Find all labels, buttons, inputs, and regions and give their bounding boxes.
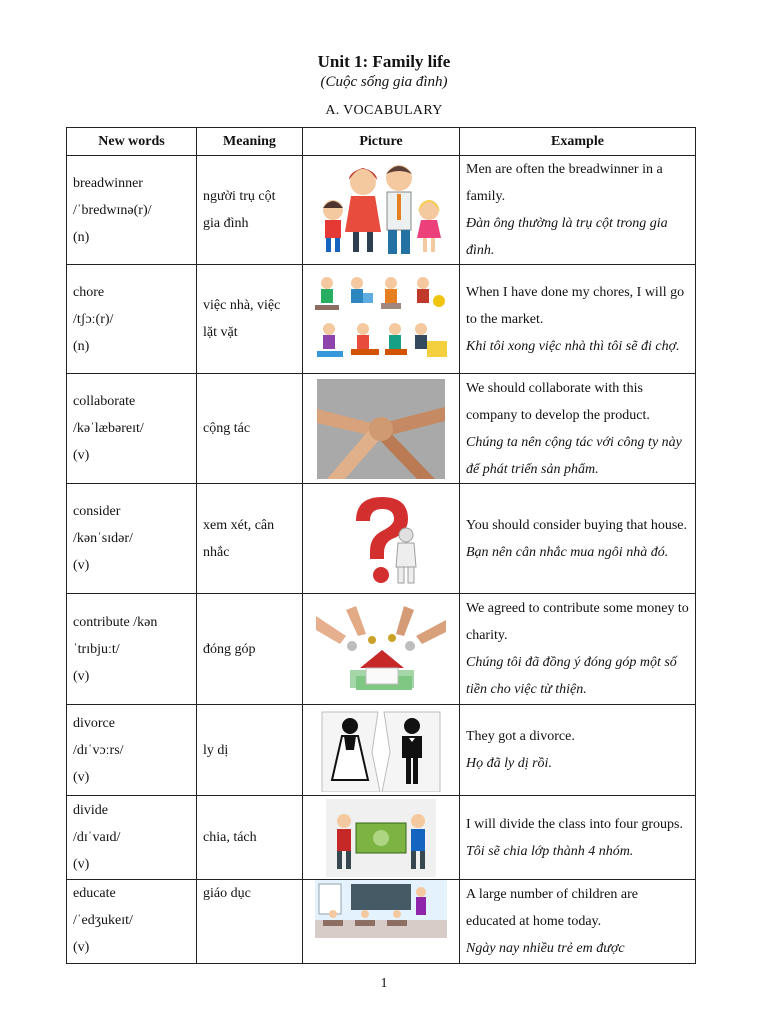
word-ipa: /dɪˈvaɪd/ xyxy=(73,830,121,845)
meaning-cell: người trụ cột gia đình xyxy=(197,156,303,265)
word-pos: (n) xyxy=(73,229,90,245)
meaning-cell: giáo dục xyxy=(197,880,303,964)
table-row xyxy=(67,880,696,964)
example-cell xyxy=(460,265,696,374)
page-number: 1 xyxy=(380,976,388,991)
example-vietnamese: Ngày nay nhiều trẻ em được xyxy=(466,941,625,956)
word-cell xyxy=(67,594,197,705)
word-ipa: /dɪˈvɔːrs/ xyxy=(73,742,124,758)
word-text: divide xyxy=(73,803,108,818)
word-pos: (v) xyxy=(73,857,90,872)
word-text: contribute /kən xyxy=(73,614,158,630)
split-couple-illustration-icon xyxy=(320,708,442,792)
example-cell xyxy=(460,156,696,265)
header-new-words: New words xyxy=(67,128,197,156)
word-text: consider xyxy=(73,504,121,519)
word-cell xyxy=(67,880,197,964)
word-cell xyxy=(67,156,197,265)
example-cell xyxy=(460,594,696,705)
meaning-cell: ly dị xyxy=(197,705,303,796)
table-row xyxy=(67,156,696,265)
example-cell xyxy=(460,796,696,880)
example-english: We should collaborate with this company to develop the product. xyxy=(466,380,650,423)
picture-cell xyxy=(303,484,460,594)
example-english: They got a divorce. xyxy=(466,729,575,744)
example-english: You should consider buying that house. xyxy=(466,517,688,533)
header-example: Example xyxy=(460,128,696,156)
example-english: When I have done my chores, I will go to the market. xyxy=(466,284,685,327)
word-ipa: /kəˈlæbəreɪt/ xyxy=(73,421,144,436)
picture-cell xyxy=(303,594,460,705)
question-mark-figure-icon xyxy=(326,489,436,589)
picture-cell xyxy=(303,374,460,484)
word-ipa: /kənˈsɪdər/ xyxy=(73,531,133,546)
word-pos: (v) xyxy=(73,668,90,684)
picture-cell xyxy=(303,880,460,964)
linked-hands-photo-icon xyxy=(317,379,445,479)
word-cell xyxy=(67,484,197,594)
word-text: educate xyxy=(73,886,116,901)
example-vietnamese: Tôi sẽ chia lớp thành 4 nhóm. xyxy=(466,843,634,859)
word-pos: (v) xyxy=(73,558,90,573)
example-vietnamese: Họ đã ly dị rồi. xyxy=(466,756,552,771)
word-cell xyxy=(67,796,197,880)
page-subtitle: (Cuộc sống gia đình) xyxy=(320,74,448,90)
tearing-banknote-illustration-icon xyxy=(326,799,436,877)
word-pos: (v) xyxy=(73,940,90,955)
word-text: collaborate xyxy=(73,394,136,409)
meaning-cell: việc nhà, việc lặt vặt xyxy=(197,265,303,374)
word-text: chore xyxy=(73,284,105,300)
example-vietnamese: Chúng tôi đã đồng ý đóng góp một số tiền cho việc từ thiện. xyxy=(466,655,677,697)
classroom-illustration-icon xyxy=(315,880,447,938)
example-vietnamese: Chúng ta nên cộng tác với công ty này để phát triển sản phẩm. xyxy=(466,434,682,477)
example-cell xyxy=(460,374,696,484)
table-row xyxy=(67,594,696,705)
example-cell xyxy=(460,880,696,964)
word-cell xyxy=(67,265,197,374)
table-row xyxy=(67,705,696,796)
word-pos: (v) xyxy=(73,769,90,785)
vocabulary-table xyxy=(66,127,696,964)
table-row xyxy=(67,484,696,594)
example-english: A large number of children are educated at home today. xyxy=(466,887,638,929)
example-vietnamese: Khi tôi xong việc nhà thì tôi sẽ đi chợ. xyxy=(466,338,680,354)
meaning-cell: đóng góp xyxy=(197,594,303,705)
page-title: Unit 1: Family life xyxy=(317,52,451,71)
meaning-cell: chia, tách xyxy=(197,796,303,880)
word-ipa: /ˈbredwɪnə(r)/ xyxy=(73,202,152,218)
word-ipa: /ˈedʒukeɪt/ xyxy=(73,913,133,928)
example-vietnamese: Đàn ông thường là trụ cột trong gia đình. xyxy=(466,216,668,258)
header-meaning: Meaning xyxy=(197,128,303,156)
header-picture: Picture xyxy=(303,128,460,156)
word-pos: (v) xyxy=(73,448,90,463)
example-english: I will divide the class into four groups. xyxy=(466,816,683,832)
table-row xyxy=(67,796,696,880)
section-heading: A. VOCABULARY xyxy=(325,103,443,118)
picture-cell xyxy=(303,705,460,796)
example-english: We agreed to contribute some money to charity. xyxy=(466,601,689,643)
word-cell xyxy=(67,705,197,796)
example-english: Men are often the breadwinner in a family. xyxy=(466,162,663,204)
picture-cell xyxy=(303,156,460,265)
picture-cell xyxy=(303,796,460,880)
table-row xyxy=(67,265,696,374)
word-pos: (n) xyxy=(73,338,90,354)
word-text: breadwinner xyxy=(73,175,143,191)
family-illustration-icon xyxy=(311,160,451,260)
hands-coins-house-icon xyxy=(316,606,446,692)
table-header-row xyxy=(67,128,696,156)
example-cell xyxy=(460,705,696,796)
example-cell xyxy=(460,484,696,594)
picture-cell xyxy=(303,265,460,374)
word-ipa: ˈtrɪbjuːt/ xyxy=(73,641,120,657)
meaning-cell: cộng tác xyxy=(197,374,303,484)
word-ipa: /tʃɔː(r)/ xyxy=(73,311,114,327)
meaning-cell: xem xét, cân nhắc xyxy=(197,484,303,594)
example-vietnamese: Bạn nên cân nhắc mua ngôi nhà đó. xyxy=(466,544,669,560)
children-chores-illustration-icon xyxy=(311,271,451,367)
word-cell xyxy=(67,374,197,484)
table-row xyxy=(67,374,696,484)
word-text: divorce xyxy=(73,715,115,731)
